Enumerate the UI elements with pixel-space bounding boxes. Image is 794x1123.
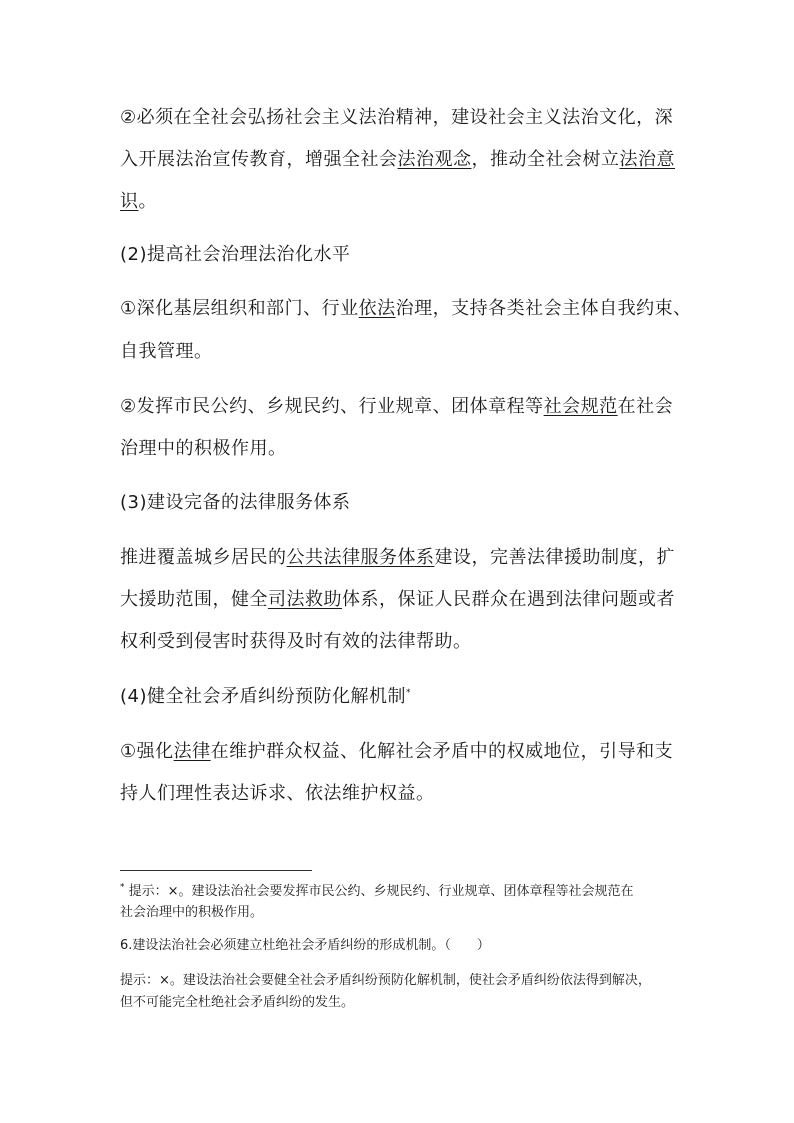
- text: 在维护群众权益、化解社会矛盾中的权威地位，引导和支: [210, 741, 674, 762]
- underlined-term: 法治意: [619, 149, 675, 170]
- underlined-term: 社会规范: [543, 396, 618, 417]
- paragraph-line: [120, 340, 213, 364]
- text: ①深化基层组织和部门、行业: [120, 298, 359, 319]
- paragraph-line: [120, 395, 673, 419]
- text: 体系，保证人民群众在遇到法律问题或者: [342, 589, 675, 610]
- text: 。: [138, 191, 157, 212]
- underlined-term: 识: [120, 191, 139, 212]
- text: 自我管理。: [120, 341, 213, 362]
- text: 社会治理中的积极作用。: [120, 905, 264, 920]
- heading-text: (4)健全社会矛盾纠纷预防化解机制: [120, 686, 406, 707]
- paragraph-line: [120, 546, 675, 570]
- paragraph-line: [120, 437, 287, 461]
- underlined-term: 公共法律服务体系: [286, 547, 435, 568]
- underlined-term: 法治观念: [397, 149, 472, 170]
- text: 治理中的积极作用。: [120, 438, 287, 459]
- text: 在社会: [617, 396, 674, 417]
- text: 建设，完善法律援助制度，扩: [434, 547, 675, 568]
- text: 入开展法治宣传教育，增强全社会: [120, 149, 398, 170]
- footnote-divider: [120, 870, 312, 871]
- underlined-term: 法律: [173, 741, 211, 762]
- text: ，推动全社会树立: [471, 149, 620, 170]
- answer-line: [120, 994, 354, 1012]
- text: ①强化: [120, 741, 174, 762]
- heading-text: (2)提高社会治理法治化水平: [120, 244, 351, 265]
- paragraph-line: [120, 782, 435, 806]
- text: 大援助范围，健全: [120, 589, 268, 610]
- heading-text: (3)建设完备的法律服务体系: [120, 492, 351, 513]
- underlined-term: 司法救助: [268, 589, 342, 610]
- text: 治理，支持各类社会主体自我约束、: [395, 298, 692, 319]
- text: 权利受到侵害时获得及时有效的法律帮助。: [120, 631, 472, 652]
- footnote-line: [120, 904, 263, 922]
- text: ②必须在全社会弘扬社会主义法治精神，建设社会主义法治文化，深: [120, 107, 674, 128]
- text: 推进覆盖城乡居民的: [120, 547, 287, 568]
- question-line: [120, 937, 490, 955]
- text: 但不可能完全杜绝社会矛盾纠纷的发生。: [120, 995, 355, 1010]
- text: ②发挥市民公约、乡规民约、行业规章、团体章程等: [120, 396, 544, 417]
- section-heading: [120, 243, 351, 267]
- footnote-marker: *: [120, 882, 125, 893]
- footnote-marker: *: [406, 688, 411, 698]
- section-heading: [120, 685, 411, 709]
- paragraph-line: [120, 588, 675, 612]
- underlined-term: 依法: [358, 298, 396, 319]
- paragraph-line: [120, 190, 157, 214]
- paragraph-line: [120, 106, 673, 130]
- answer-line: [120, 972, 651, 990]
- paragraph-line: [120, 740, 673, 764]
- footnote-line: [120, 883, 634, 901]
- paragraph-line: [120, 630, 472, 654]
- text: 提示：×。建设法治社会要发挥市民公约、乡规民约、行业规章、团体章程等社会规范在: [128, 884, 634, 899]
- paragraph-line: [120, 297, 692, 321]
- section-heading: [120, 491, 351, 515]
- text: 持人们理性表达诉求、依法维护权益。: [120, 783, 435, 804]
- paragraph-line: [120, 148, 675, 172]
- text: 6.建设法治社会必须建立杜绝社会矛盾纠纷的形成机制。（ ）: [120, 938, 490, 953]
- text: 提示：×。建设法治社会要健全社会矛盾纠纷预防化解机制，使社会矛盾纠纷依法得到解决，: [120, 973, 651, 988]
